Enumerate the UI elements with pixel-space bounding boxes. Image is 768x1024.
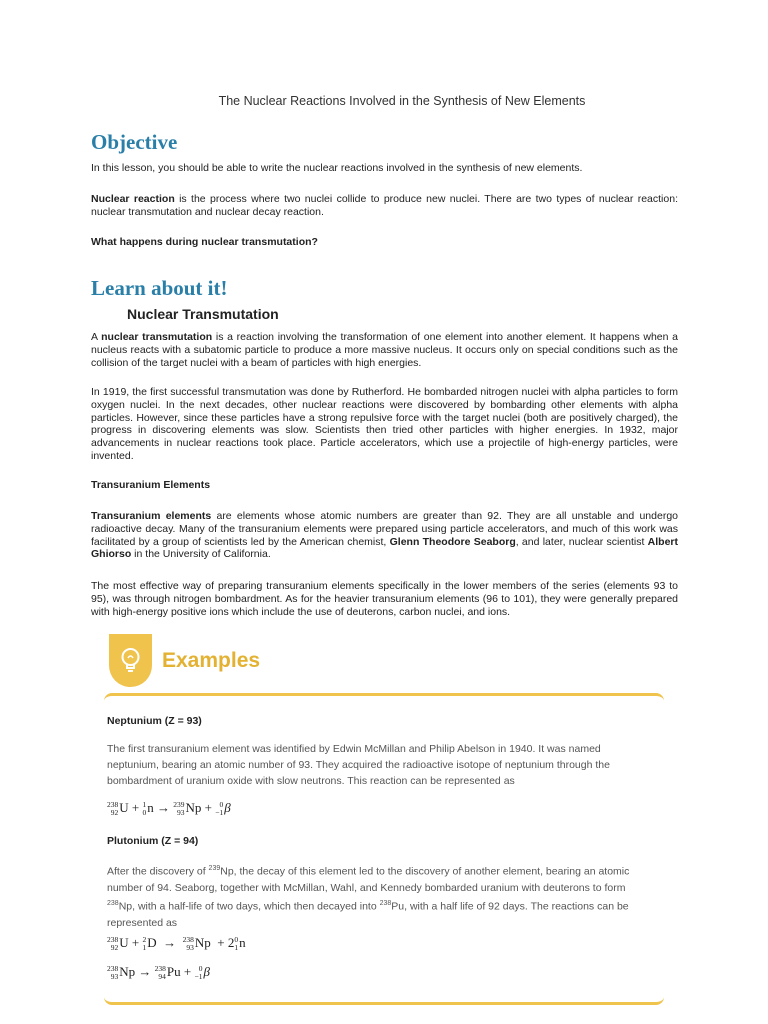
np-symbol: Np: [185, 800, 202, 815]
p3-b: , and later, nuclear scientist: [515, 535, 648, 548]
n-symbol: n: [147, 800, 154, 815]
examples-bottom-border: [104, 996, 664, 1005]
objective-intro: In this lesson, you should be able to write the nuclear reactions involved in the synthesis of new elements.: [91, 162, 583, 174]
p1-start: A: [91, 331, 102, 343]
plutonium-text: [107, 861, 647, 931]
transuranium-paragraph: [91, 510, 678, 561]
nuclear-reaction-term: Nuclear reaction: [91, 193, 175, 205]
transmutation-question: What happens during nuclear transmutation?: [91, 236, 318, 248]
arrow: →: [163, 935, 177, 950]
preparation-paragraph: The most effective way of preparing transuranium elements specifically in the lower members of the series (elements 93 to 95), was through nitrogen bombardment. As for the heavier transuranium elements (96 to 101), they were generally prepared with high-energy positive ions which include the use of deuterons, carbon nuclei, and ions.: [91, 580, 678, 618]
pu-sup-2: 238: [107, 899, 119, 907]
p3-c: in the University of California.: [131, 548, 271, 561]
d-symbol: D: [147, 935, 157, 950]
np-symbol: Np: [119, 964, 136, 979]
beta-symbol: β: [224, 800, 231, 815]
u-symbol: U: [119, 800, 129, 815]
examples-top-border: [104, 693, 664, 702]
pu-text-d: Pu, with a half life of 92 days. The reactions can be represented as: [107, 900, 629, 929]
transmutation-paragraph: [91, 331, 678, 369]
pu-symbol: Pu: [166, 964, 181, 979]
plus-sign: +: [204, 800, 212, 815]
beta-isotope-numbers: 0 −1: [215, 800, 224, 818]
pu-sup-1: 239: [208, 865, 221, 872]
plus-sign: +: [131, 800, 140, 815]
rutherford-paragraph: In 1919, the first successful transmutation was done by Rutherford. He bombarded nitrogen nuclei with alpha particles to form oxygen nuclei. In the next decades, other nuclear reactions were discovered by bombarding other elements with alpha particles. However, since these particles have a strong repulsive force with the target nuclei (both are positively charged), the progress in discovering elements was slow. Scientists then tried other particles with higher energies. In 1932, major advancements in nuclear reactions took place. Particle accelerators, which use a projectile of high-energy particles, were invented.: [91, 386, 678, 462]
examples-heading: Examples: [162, 649, 261, 672]
transuranium-term: Transuranium elements: [91, 510, 212, 522]
plus-two: + 2: [217, 935, 235, 950]
arrow: →: [138, 964, 152, 979]
pu-isotope-numbers: 238 94: [154, 964, 166, 982]
np-symbol: Np: [194, 935, 211, 950]
d-isotope-numbers: 2 1: [142, 935, 147, 953]
n-isotope-numbers: 1 0: [142, 800, 147, 818]
nuclear-reaction-definition: is the process where two nuclei collide to produce new nuclei. There are two types of nuclear reaction: nuclear transmutation and nuclear decay reaction.: [91, 193, 678, 218]
arrow: →: [156, 800, 170, 815]
ghiorso-name: Albert Ghiorso: [91, 535, 679, 561]
uranium-deuteron-equation: [107, 935, 246, 952]
u-isotope-numbers: 238 92: [107, 800, 119, 818]
u-isotope-numbers: 238 92: [107, 935, 119, 953]
plus-sign: +: [183, 964, 192, 979]
nuclear-transmutation-heading: Nuclear Transmutation: [127, 306, 279, 322]
np-isotope-numbers: 238 93: [182, 935, 194, 953]
np-isotope-numbers: 238 93: [107, 964, 119, 982]
nuclear-reaction-paragraph: [91, 193, 678, 219]
pu-text-c: Np, with a half-life of two days, which then decayed into: [118, 900, 380, 913]
transuranium-heading: Transuranium Elements: [91, 479, 211, 491]
learn-heading: Learn about it!: [91, 276, 228, 300]
neptunium-equation: [107, 800, 231, 817]
lightbulb-icon: [109, 634, 152, 687]
p3-a: are elements whose atomic numbers are greater than 92. They are all unstable and undergo radioactive decay. Many of the transuranium elements were prepared using particle accelerators, and much of this work was facilitated by a group of scientists led by the American chemist,: [91, 510, 679, 548]
plutonium-heading: Plutonium (Z = 94): [107, 835, 199, 847]
beta-symbol: β: [203, 964, 210, 979]
n-isotope-numbers: 0 1: [234, 935, 239, 953]
nuclear-transmutation-term: nuclear transmutation: [101, 331, 213, 343]
neptunium-text: The first transuranium element was identified by Edwin McMillan and Philip Abelson in 1940. It was named neptunium, bearing an atomic number of 93. They acquired the radioactive isotope of neptunium through the bombardment of uranium oxide with slow neutrons. This reaction can be represented as: [107, 743, 610, 788]
beta-isotope-numbers: 0 −1: [194, 964, 203, 982]
objective-heading: Objective: [91, 130, 178, 154]
neptunium-decay-equation: [107, 964, 210, 981]
np-isotope-numbers: 239 93: [173, 800, 185, 818]
pu-text-b: Np, the decay of this element led to the discovery of another element, bearing an atomic number of 94. Seaborg, together with McMillan, Wahl, and Kennedy bombarded uranium with deuterons to form: [107, 865, 630, 894]
pu-sup-3: 238: [379, 899, 392, 907]
p1-rest: is a reaction involving the transformation of one element into another element. It happens when a nucleus reacts with a subatomic particle to produce a more massive nucleus. It occurs only on special conditions such as the collision of the target nuclei with a beam of particles with high energies.: [91, 331, 679, 369]
u-symbol: U: [119, 935, 129, 950]
neptunium-heading: Neptunium (Z = 93): [107, 715, 202, 727]
plus-sign: +: [131, 935, 140, 950]
seaborg-name: Glenn Theodore Seaborg: [389, 535, 516, 548]
n-symbol: n: [239, 935, 246, 950]
page-title: The Nuclear Reactions Involved in the Synthesis of New Elements: [218, 94, 586, 108]
pu-text-a: After the discovery of: [107, 865, 209, 878]
